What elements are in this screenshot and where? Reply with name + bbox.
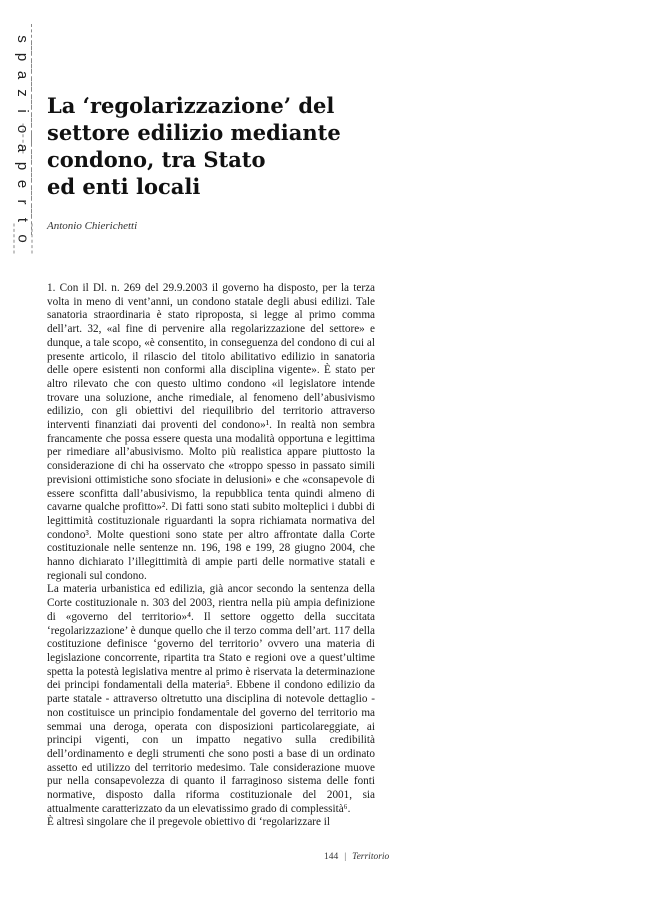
- section-tab-spazio-aperto: [8, 30, 38, 243]
- section-tab-letter: o: [14, 224, 33, 254]
- section-tab-letter: e: [14, 169, 32, 199]
- title-line: settore edilizio mediante: [47, 120, 341, 145]
- author-name: Antonio Chierichetti: [47, 220, 138, 232]
- section-tab-letter: a: [14, 60, 32, 90]
- paragraph: È altresì singolare che il pregevole obiettivo di ‘regolarizzare il: [47, 816, 330, 829]
- section-tab-letter: z: [14, 78, 32, 108]
- section-tab-letter: p: [14, 151, 32, 181]
- footer-separator: |: [344, 852, 347, 862]
- title-line: condono, tra Stato: [47, 147, 266, 172]
- section-tab-letter: t: [14, 205, 32, 235]
- journal-name: Territorio: [352, 852, 390, 862]
- page-number: 144: [324, 852, 339, 862]
- article-title: [47, 92, 347, 200]
- section-tab-letter: o: [14, 114, 32, 144]
- title-line: ed enti locali: [47, 174, 201, 199]
- section-tab-letter: p: [14, 42, 32, 72]
- paragraph: 1. Con il Dl. n. 269 del 29.9.2003 il governo ha disposto, per la terza volta in meno di vent’anni, un condono statale degli abusi edilizi. Tale sanatoria straordinaria è stato riproposta, si legge al primo comma dell’art. 32, «al fine di pervenire alla regolarizzazione del settore» e dunque, a tale scopo, «è consentito, in conseguenza del condono di cui al presente articolo, il rilascio del titolo abilitativo edilizio in sanatoria delle opere esistenti non conformi alla disciplina vigente». È stato per altro rilevato che con questo ultimo condono «il legislatore intende trovare una soluzione, anche rimediale, al fenomeno dell’abusivismo edilizio, con gli obiettivi del riequilibrio del territorio attraverso interventi finanziati dai proventi del condono»¹. In realtà non sembra francamente che possa essere questa una modalità opportuna e legittima per rimediare all’abusivismo. Molto più realistica appare piuttosto la considerazione di chi ha osservato che «troppo spesso in passato simili previsioni ottimistiche sono sfociate in delusioni» e che «consapevole di essere sconfitta dall’abusivismo, la repubblica tenta quindi almeno di cavarne qualche profitto»². Di fatti sono stati subito molteplici i dubbi di legittimità costituzionale riguardanti la sopra richiamata normativa del condono³. Molte questioni sono state per altro affrontate dalla Corte costituzionale nelle sentenze nn. 196, 198 e 199, 28 giugno 2004, che hanno dichiarato l’illegittimità di ampie parti delle normative statali e regionali sul condono.: [47, 282, 375, 582]
- article-body: [47, 282, 375, 830]
- section-tab-letter: s: [14, 24, 32, 54]
- section-tab-letter: r: [14, 187, 32, 217]
- title-line: La ‘regolarizzazione’ del: [47, 93, 335, 118]
- section-tab-letter: a: [14, 133, 32, 163]
- section-tab-letter: i: [14, 96, 32, 126]
- page-footer: [324, 852, 389, 862]
- paragraph: La materia urbanistica ed edilizia, già ancor secondo la sentenza della Corte costituzionale n. 303 del 2003, rientra nella più ampia definizione di «governo del territorio»⁴. Il settore oggetto della succitata ‘regolarizzazione’ è dunque quello che il terzo comma dell’art. 117 della costituzione definisce ‘governo del territorio’ ovvero una materia di legislazione concorrente, ripartita tra Stato e regioni ove a quest’ultime spetta la potestà legislativa mentre al primo è riservata la determinazione dei principi fondamentali della materia⁵. Ebbene il condono edilizio da parte statale - attraverso oltretutto una disciplina di notevole dettaglio - non costituisce un principio fondamentale del governo del territorio ma semmai una deroga, operata con disposizioni particolareggiate, ai principi vigenti, con un impatto negativo sulla credibilità dell’ordinamento e degli strumenti che sono posti a base di un ordinato assetto ed utilizzo del territorio medesimo. Tale considerazione muove pur nella consapevolezza di quanto il farraginoso sistema delle fonti normative, disposto dalla riforma costituzionale del 2001, sia attualmente caratterizzato da un elevatissimo grado di complessità⁶.: [47, 583, 375, 815]
